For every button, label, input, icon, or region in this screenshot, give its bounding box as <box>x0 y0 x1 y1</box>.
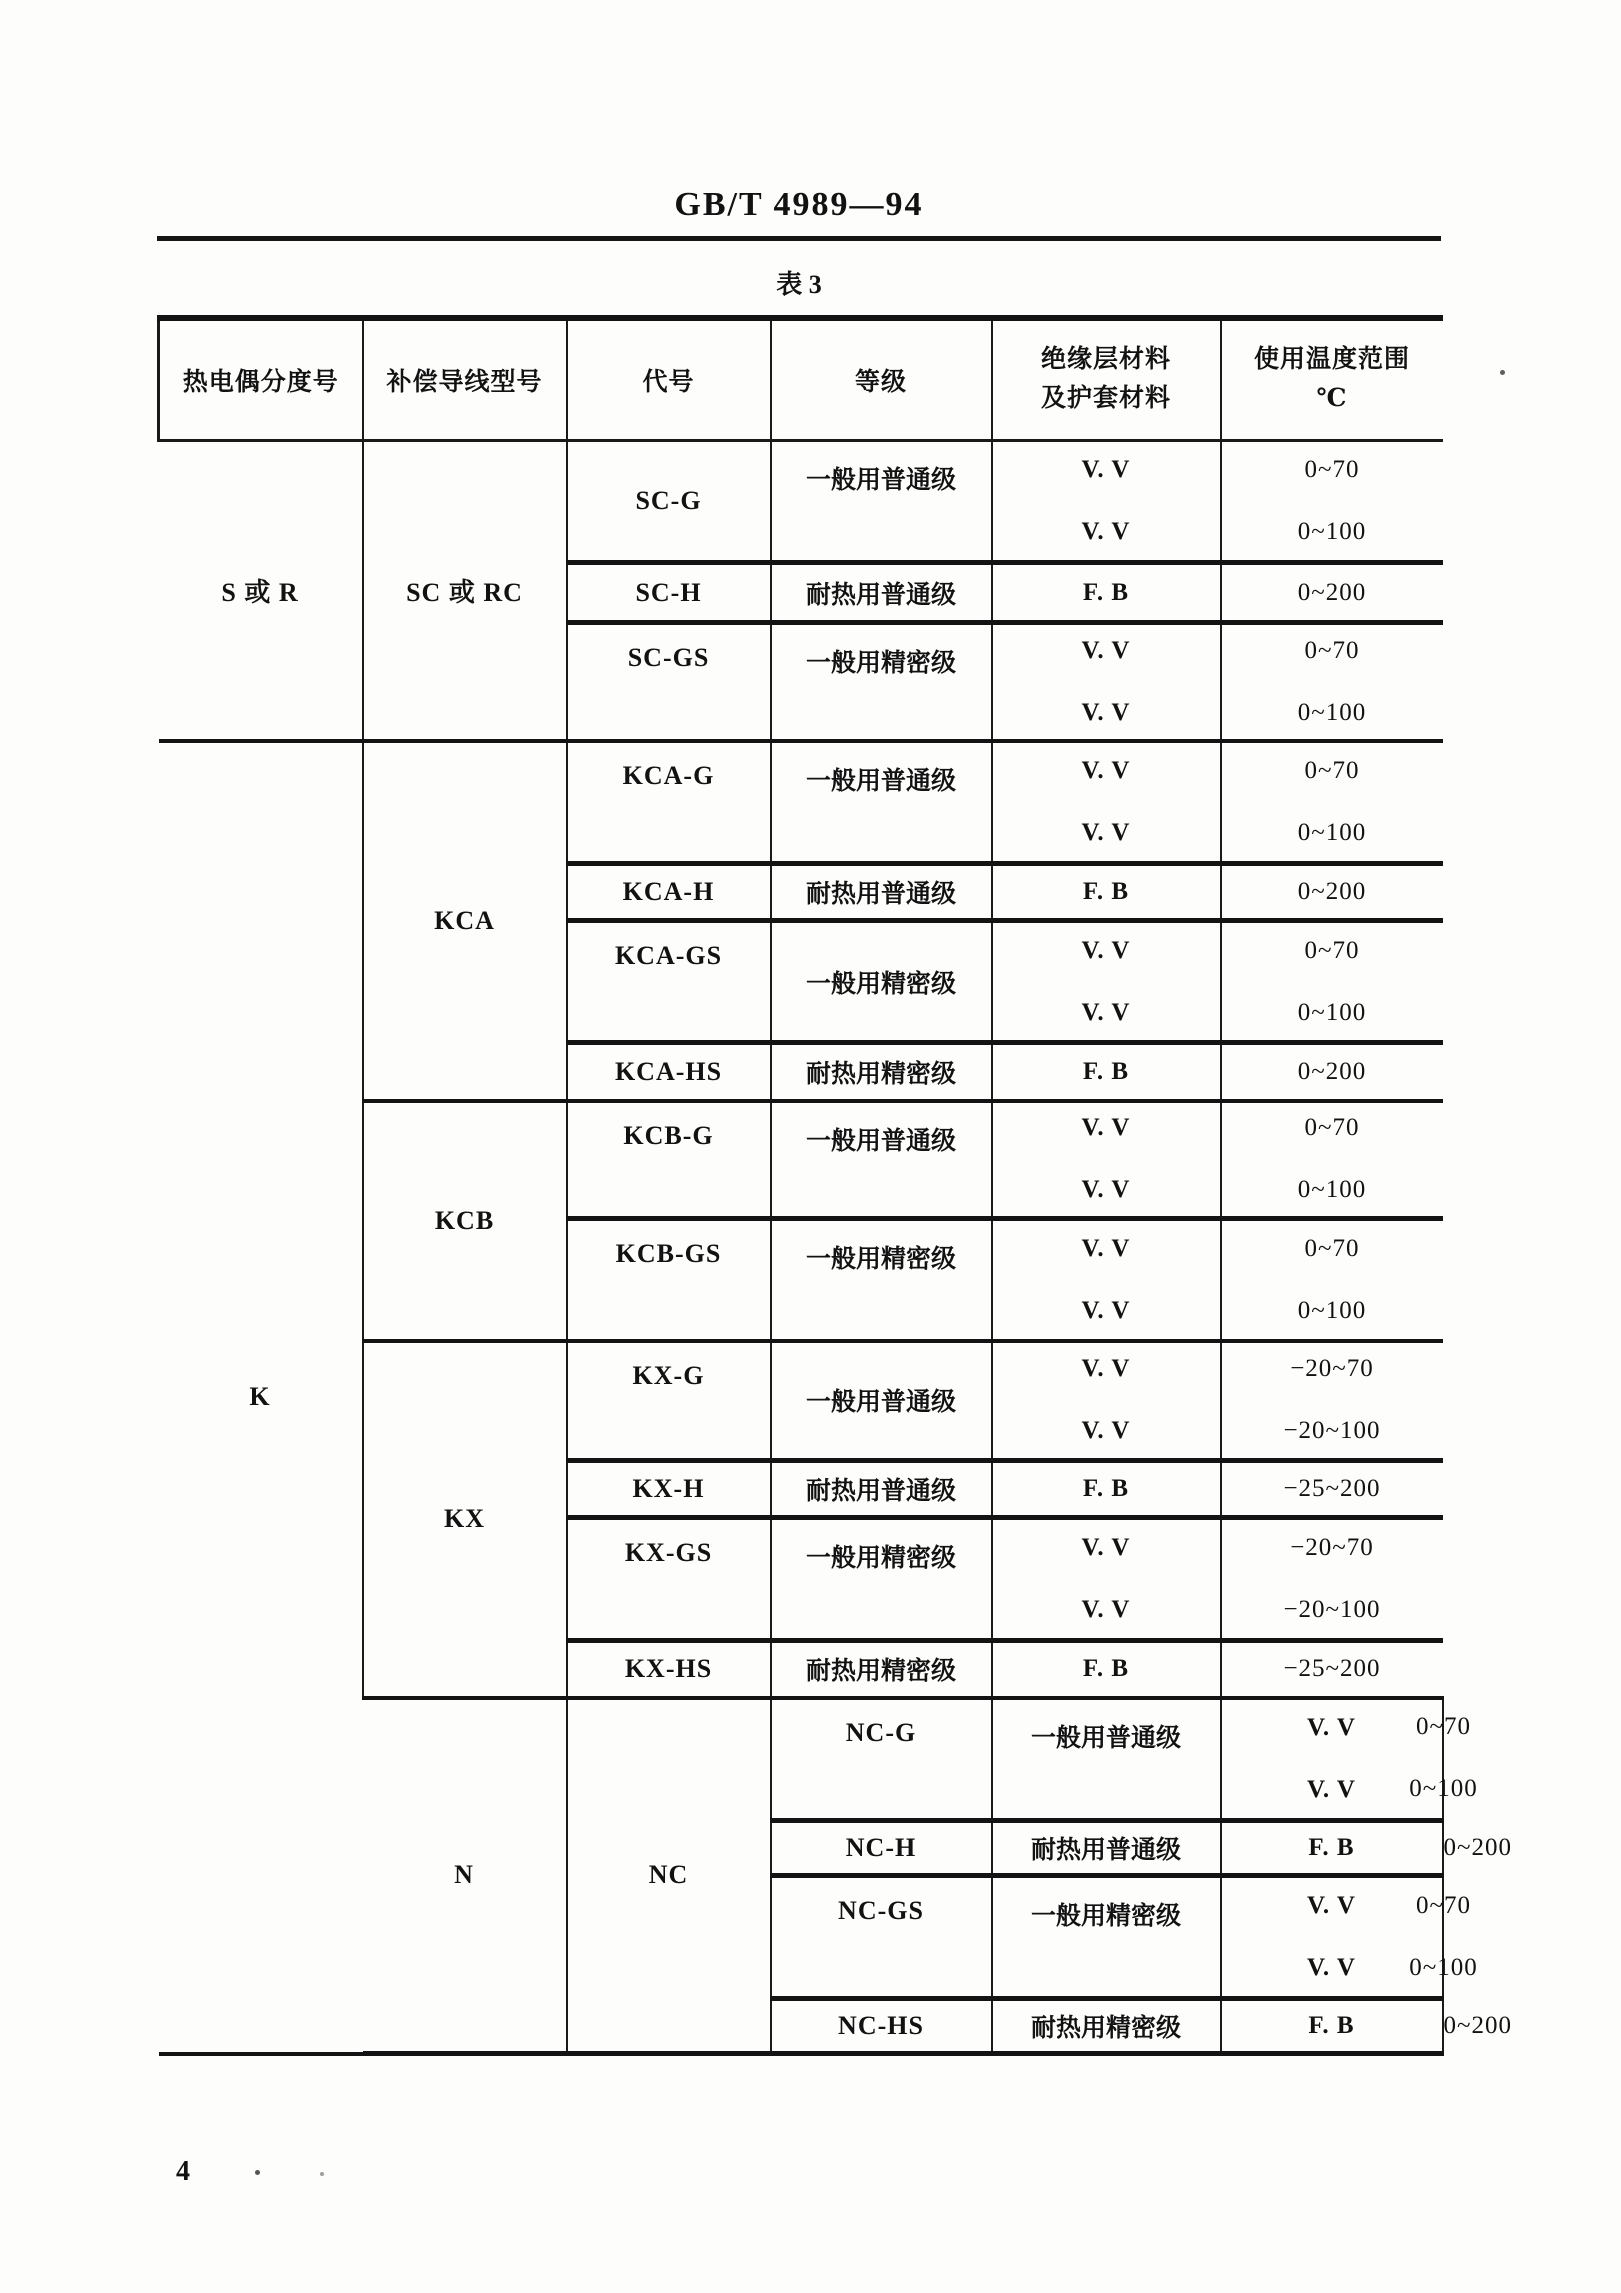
code-cell: NC-G <box>771 1698 992 1821</box>
grade-cell: 一般用精密级 <box>771 1219 992 1341</box>
material-cell: V. V V. V <box>992 1341 1221 1461</box>
grade-cell: 耐热用精密级 <box>771 1641 992 1698</box>
temp-range-cell: −25~200 <box>1221 1461 1443 1518</box>
code-cell: KX-G <box>567 1341 771 1461</box>
code-cell: KCA-GS <box>567 921 771 1043</box>
temp-range-cell: 0~70 0~100 <box>1221 741 1443 864</box>
col-header-material-line2: 及护套材料 <box>1040 385 1171 412</box>
compensation-wire-table <box>157 315 1513 2056</box>
code-cell: KCA-G <box>567 741 771 864</box>
col-header-thermocouple: 热电偶分度号 <box>159 318 363 441</box>
material-cell: V. V V. V <box>992 1518 1221 1641</box>
temp-range-cell: 0~70 0~100 <box>1221 921 1443 1043</box>
grade-cell: 一般用普通级 <box>771 741 992 864</box>
grade-cell: 一般用普通级 <box>771 441 992 563</box>
grade-cell: 耐热用普通级 <box>992 1821 1221 1876</box>
temp-range-cell: 0~70 0~100 <box>1221 623 1443 741</box>
temp-range-cell: 0~70 0~100 <box>1221 441 1443 563</box>
code-cell: KX-GS <box>567 1518 771 1641</box>
material-cell: F. B <box>992 1641 1221 1698</box>
col-header-code: 代号 <box>567 318 771 441</box>
table-caption: 表 3 <box>776 270 822 299</box>
table-row <box>159 441 1443 563</box>
grade-cell: 耐热用精密级 <box>992 1999 1221 2054</box>
temp-range-cell: 0~200 <box>1221 563 1443 623</box>
code-cell: KCA-H <box>567 864 771 921</box>
scan-speck <box>1500 370 1505 375</box>
col-header-material-line1: 绝缘层材料 <box>1040 346 1171 374</box>
code-cell: KX-H <box>567 1461 771 1518</box>
grade-cell: 一般用精密级 <box>771 623 992 741</box>
grade-cell: 一般用精密级 <box>771 921 992 1043</box>
col-header-grade: 等级 <box>771 318 992 441</box>
grade-cell: 一般用普通级 <box>771 1101 992 1219</box>
grade-cell: 耐热用普通级 <box>771 563 992 623</box>
col-header-temp-line2: ℃ <box>1316 385 1348 412</box>
code-cell: KCA-HS <box>567 1043 771 1101</box>
material-cell: F. B <box>992 864 1221 921</box>
header-row <box>159 318 1443 441</box>
page-number: 4 <box>176 2156 190 2187</box>
code-cell: SC-H <box>567 563 771 623</box>
grade-cell: 耐热用精密级 <box>771 1043 992 1101</box>
code-cell: SC-GS <box>567 623 771 741</box>
wire-model-cell: KCB <box>363 1101 567 1341</box>
code-cell: KCB-G <box>567 1101 771 1219</box>
thermocouple-cell: S 或 R <box>159 441 363 741</box>
header-rule <box>157 236 1441 241</box>
scan-speck <box>320 2172 324 2176</box>
material-cell: V. V V. V <box>992 441 1221 563</box>
material-cell: V. V V. V <box>992 623 1221 741</box>
code-cell: NC-HS <box>771 1999 992 2054</box>
temp-range-cell: 0~200 <box>1221 1043 1443 1101</box>
temp-range-cell: −20~70 −20~100 <box>1221 1341 1443 1461</box>
table-row: N NC NC-G 一般用普通级 V. V V. V 0~70 0~100 <box>159 1698 1443 1821</box>
grade-cell: 一般用精密级 <box>992 1876 1221 1999</box>
material-cell: V. V V. V <box>1221 1698 1443 1821</box>
table-row: NC-HS 耐热用精密级 F. B 0~200 <box>159 1999 1443 2054</box>
standard-number: GB/T 4989—94 <box>674 186 924 223</box>
material-cell: F. B <box>1221 1999 1443 2054</box>
temp-range-cell: −25~200 <box>1221 1641 1443 1698</box>
material-cell: F. B <box>992 1461 1221 1518</box>
grade-cell: 一般用普通级 <box>771 1341 992 1461</box>
thermocouple-cell: N <box>363 1698 567 2054</box>
material-cell: V. V V. V <box>992 1219 1221 1341</box>
scan-speck <box>255 2170 260 2175</box>
temp-range-cell: −20~70 −20~100 <box>1221 1518 1443 1641</box>
code-cell: NC-H <box>771 1821 992 1876</box>
col-header-material <box>992 318 1221 441</box>
grade-cell: 耐热用普通级 <box>771 864 992 921</box>
col-header-temp-range <box>1221 318 1443 441</box>
code-cell: SC-G <box>567 441 771 563</box>
temp-range-cell: 0~70 0~100 <box>1221 1219 1443 1341</box>
material-cell: F. B <box>992 1043 1221 1101</box>
grade-cell: 一般用精密级 <box>771 1518 992 1641</box>
code-cell: KX-HS <box>567 1641 771 1698</box>
grade-cell: 一般用普通级 <box>992 1698 1221 1821</box>
col-header-temp-line1: 使用温度范围 <box>1253 346 1410 374</box>
table-row: NC-H 耐热用普通级 F. B 0~200 <box>159 1821 1443 1876</box>
temp-range-cell: 0~200 <box>1221 864 1443 921</box>
material-cell: F. B <box>992 563 1221 623</box>
col-header-wire-model: 补偿导线型号 <box>363 318 567 441</box>
material-cell: V. V V. V <box>992 921 1221 1043</box>
table-row <box>159 741 1443 864</box>
wire-model-cell: KCA <box>363 741 567 1101</box>
grade-cell: 耐热用普通级 <box>771 1461 992 1518</box>
wire-model-cell: SC 或 RC <box>363 441 567 741</box>
material-cell: V. V V. V <box>992 741 1221 864</box>
thermocouple-cell: K <box>159 741 363 2054</box>
material-cell: F. B <box>1221 1821 1443 1876</box>
wire-model-cell: KX <box>363 1341 567 1698</box>
code-cell: NC-GS <box>771 1876 992 1999</box>
temp-range-cell: 0~70 0~100 <box>1221 1101 1443 1219</box>
material-cell: V. V V. V <box>992 1101 1221 1219</box>
table-row: NC-GS 一般用精密级 V. V V. V 0~70 0~100 <box>159 1876 1443 1999</box>
code-cell: KCB-GS <box>567 1219 771 1341</box>
material-cell: V. V V. V <box>1221 1876 1443 1999</box>
wire-model-cell: NC <box>567 1698 771 2054</box>
